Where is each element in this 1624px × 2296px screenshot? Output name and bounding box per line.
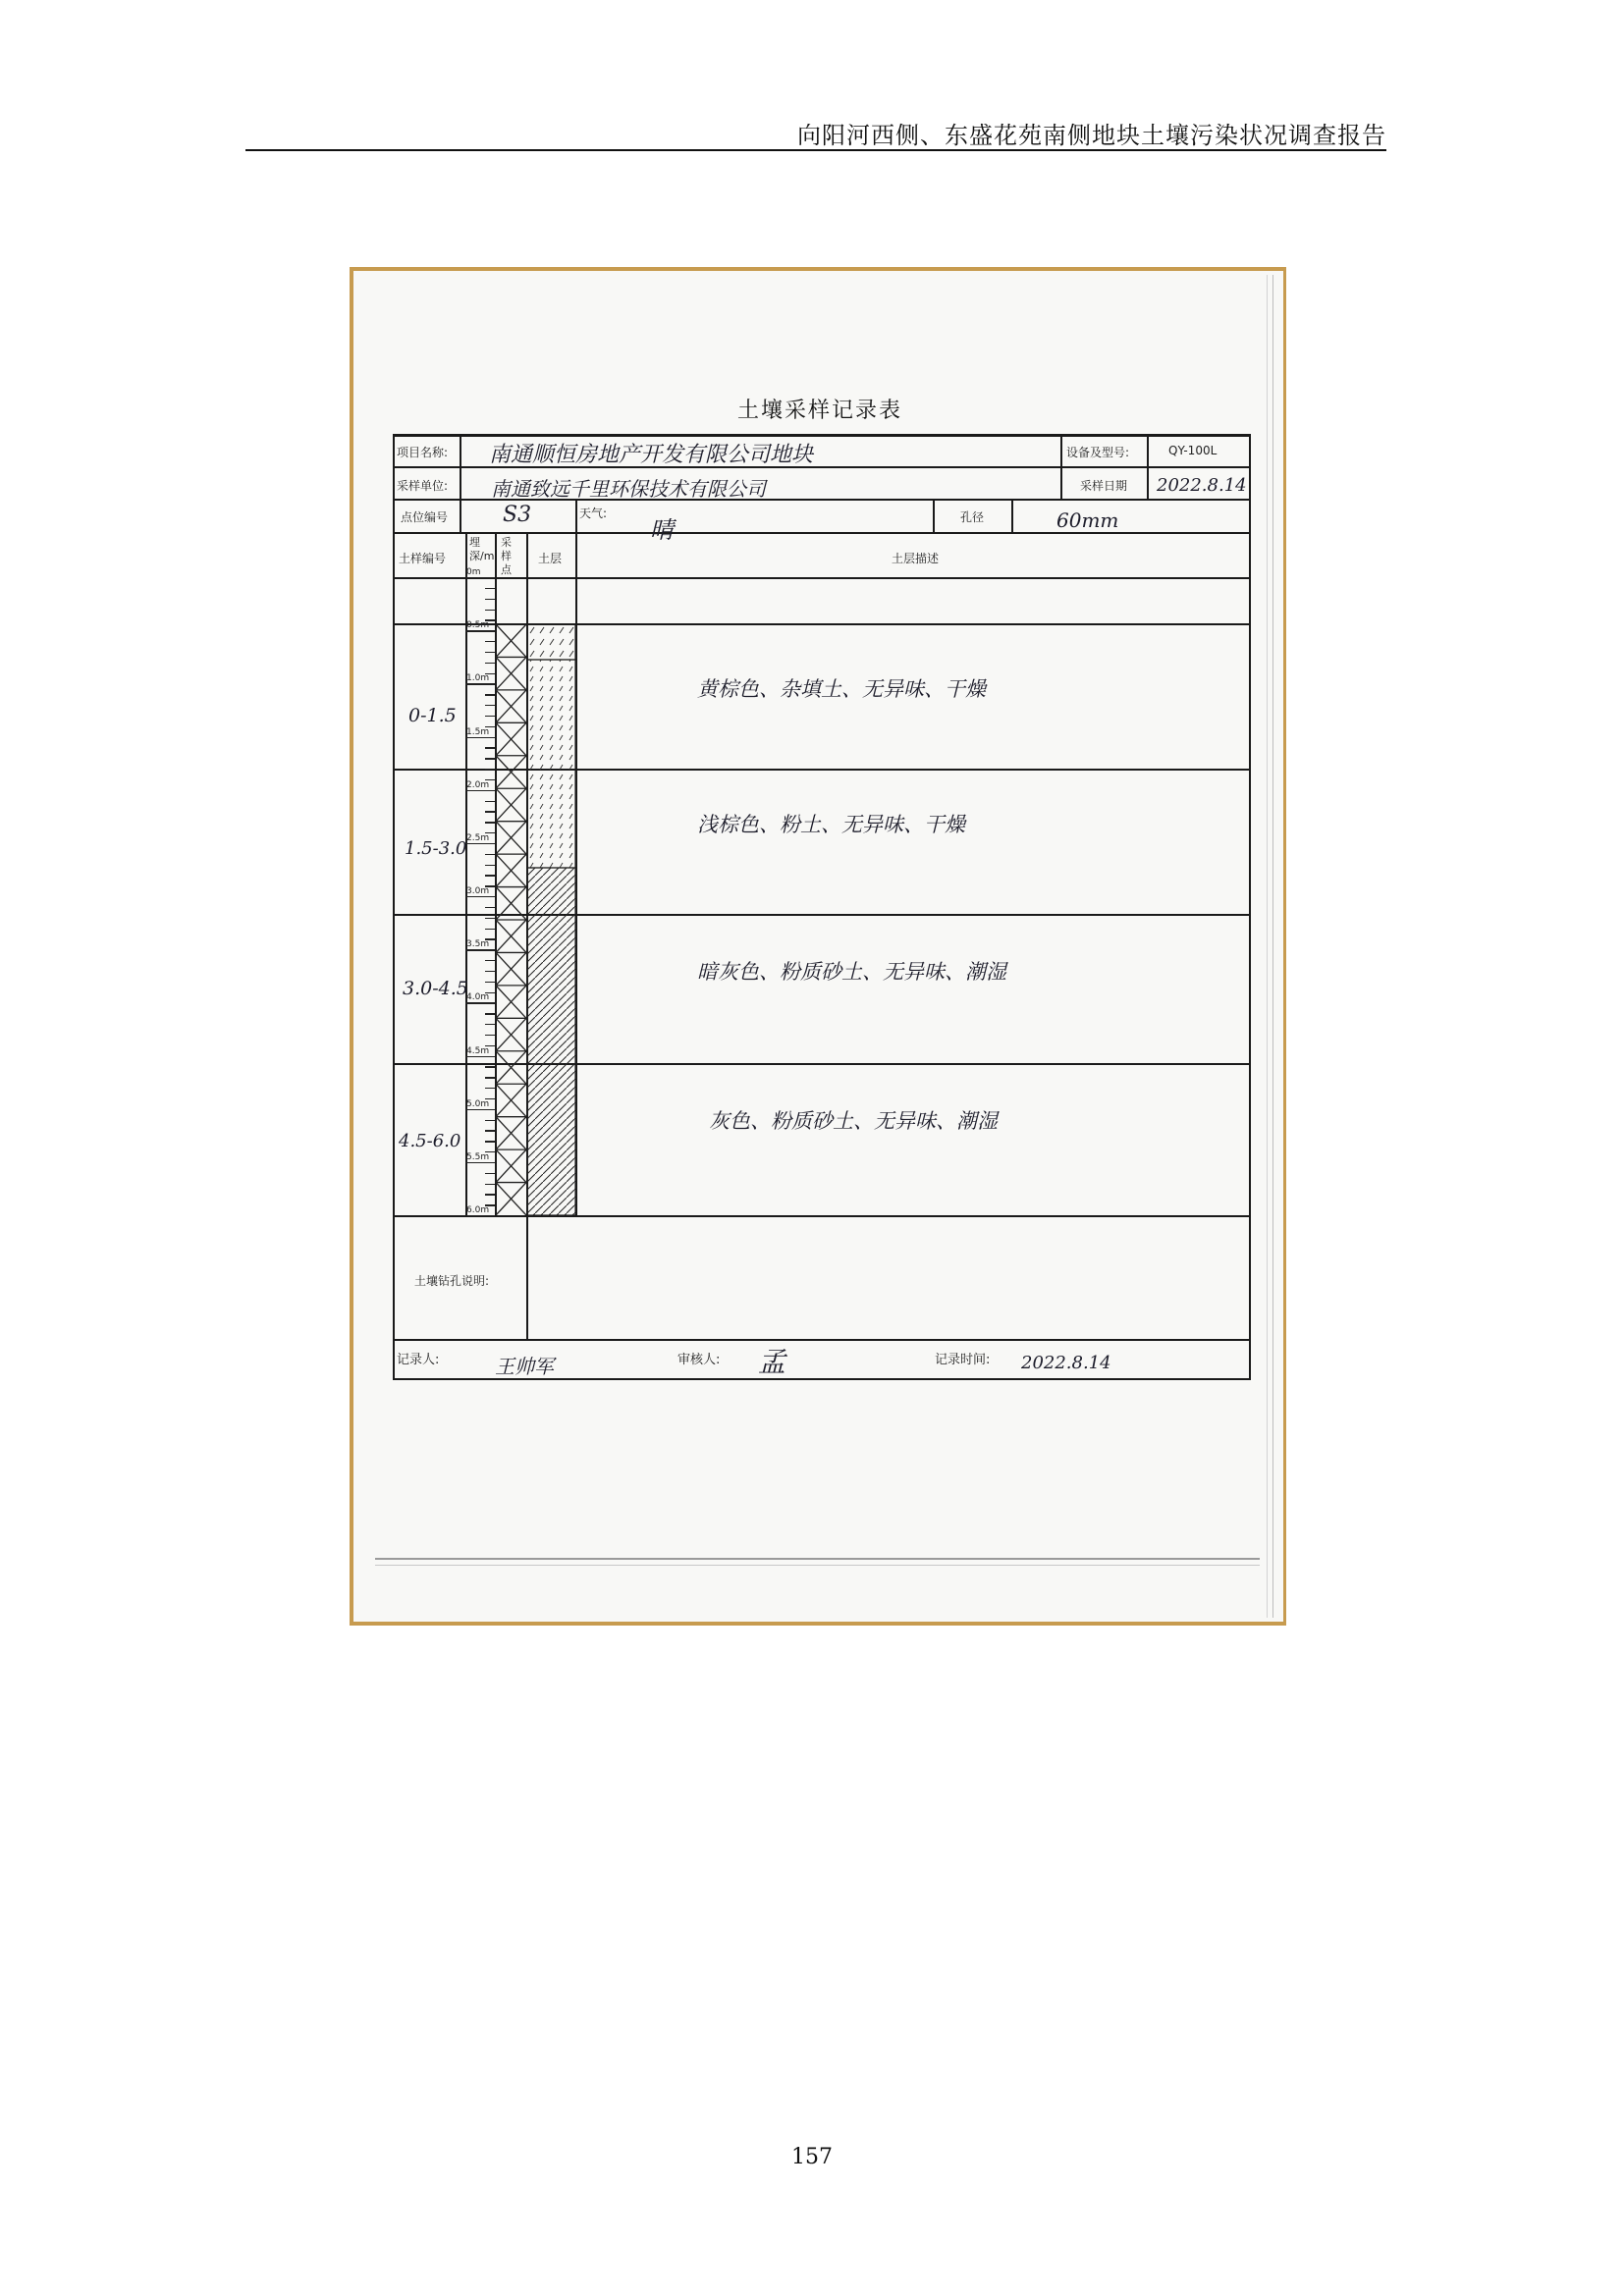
depth-tick-label: 1.0m [466,673,490,684]
drill-note-label: 土壤钻孔说明: [414,1274,490,1288]
grid-line [933,499,935,532]
sample-row [393,915,1251,1063]
grid-line [393,532,1251,534]
reviewer-label: 审核人: [677,1353,721,1367]
grid-line [460,434,461,532]
hole-diameter-value: 60mm [1056,508,1119,532]
sampling-unit-label: 采样单位: [397,479,449,493]
grid-line [393,434,1251,437]
hole-diameter-label: 孔径 [960,510,985,524]
sample-id: 4.5-6.0 [399,1131,461,1151]
depth-tick-label: 5.5m [466,1151,490,1162]
grid-line [1011,499,1013,532]
equipment-value: QY-100L [1168,444,1218,457]
depth-tick [465,1215,495,1216]
paper-edge [1272,275,1273,1618]
depth-tick [485,610,495,611]
recorder-label: 记录人: [397,1353,440,1367]
sample-description: 浅棕色、粉土、无异味、干燥 [697,813,965,836]
sample-id: 1.5-3.0 [405,838,467,859]
depth-tick-label: 3.0m [466,886,490,896]
col-sample-point: 采样点 [501,536,512,576]
grid-line [393,1215,1251,1217]
depth-tick-label: 1.5m [466,726,490,737]
sample-row [393,770,1251,914]
form-title: 土壤采样记录表 [736,399,902,423]
weather-label: 天气: [579,507,608,520]
paper-bottom-rule [375,1558,1260,1560]
sample-description: 灰色、粉质砂土、无异味、潮湿 [709,1109,998,1133]
reviewer-value: 孟 [758,1346,786,1378]
form-photo [350,267,1286,1626]
grid-line [526,1215,528,1339]
grid-line [1060,434,1062,499]
project-name-value: 南通顺恒房地产开发有限公司地块 [489,443,814,467]
paper-edge [1267,275,1268,1618]
sample-row [393,1064,1251,1215]
depth-tick-label: 4.5m [466,1045,490,1056]
grid-line [393,1339,1251,1341]
grid-line [575,499,577,532]
point-id-value: S3 [503,503,532,527]
col-soil-layer: 土层 [538,552,563,565]
depth-tick [485,599,495,600]
sampling-date-label: 采样日期 [1080,479,1128,493]
grid-line [1147,434,1149,499]
depth-tick-label: 6.0m [466,1205,490,1215]
running-header: 向阳河西侧、东盛花苑南侧地块土壤污染状况调查报告 [797,122,1386,149]
sampling-date-value: 2022.8.14 [1157,475,1247,496]
depth-tick [465,577,495,578]
point-id-label: 点位编号 [401,510,449,524]
weather-value: 晴 [650,516,674,544]
sample-id: 3.0-4.5 [403,978,468,999]
sample-row [393,624,1251,769]
grid-line [393,577,1251,579]
depth-tick-label: 0m [466,567,481,577]
depth-tick-label: 2.0m [466,779,490,790]
col-description: 土层描述 [892,552,940,565]
depth-tick-label: 2.5m [466,832,490,843]
record-time-value: 2022.8.14 [1021,1353,1111,1373]
form-grid [393,434,1251,1382]
recorder-value: 王帅军 [495,1355,554,1378]
depth-tick [485,588,495,589]
sample-description: 暗灰色、粉质砂土、无异味、潮湿 [697,960,1006,984]
project-name-label: 项目名称: [397,446,449,459]
paper-bottom-rule [375,1565,1260,1566]
depth-tick-label: 0.5m [466,620,490,631]
depth-tick-label: 3.5m [466,939,490,950]
record-time-label: 记录时间: [935,1353,991,1367]
sample-id: 0-1.5 [408,705,457,726]
depth-tick-label: 5.0m [466,1098,490,1109]
header-rule [245,149,1386,151]
depth-tick-label: 4.0m [466,992,490,1003]
col-sample-id: 土样编号 [399,552,447,565]
sample-description: 黄棕色、杂填土、无异味、干燥 [697,677,986,701]
page-number: 157 [791,2145,833,2169]
sampling-unit-value: 南通致远千里环保技术有限公司 [491,477,766,501]
equipment-label: 设备及型号: [1066,446,1130,459]
col-depth: 埋深/m [469,536,495,562]
